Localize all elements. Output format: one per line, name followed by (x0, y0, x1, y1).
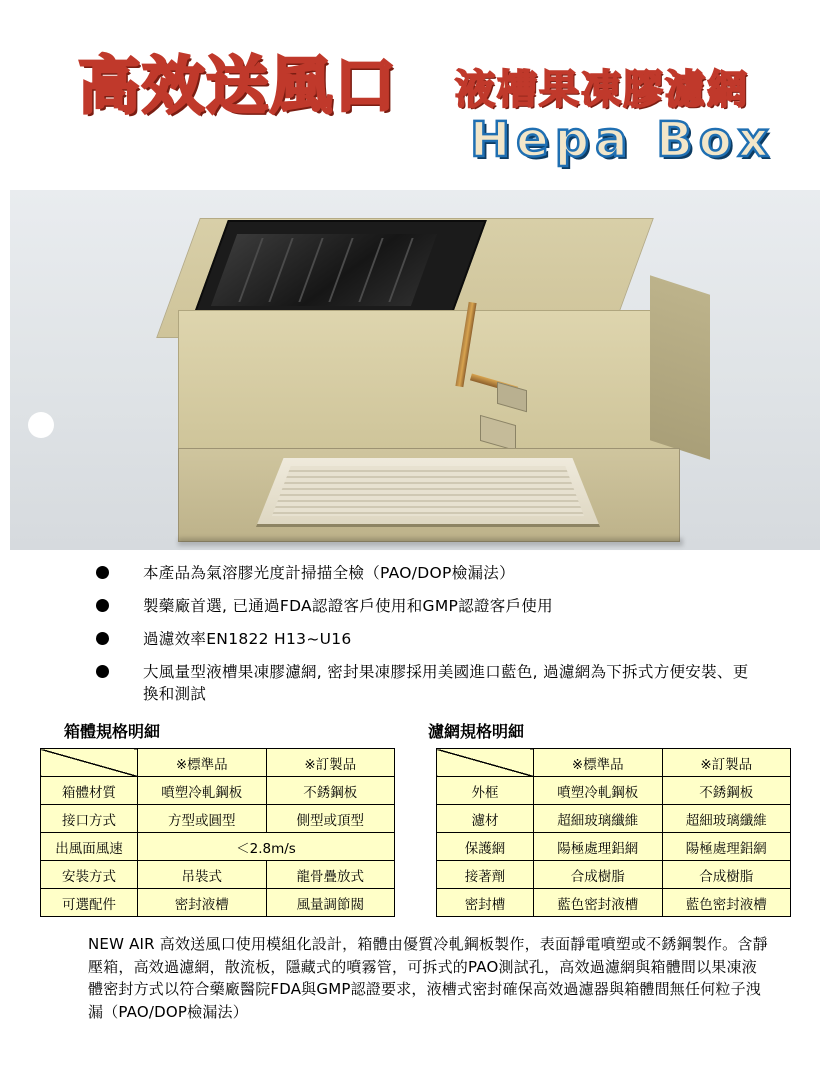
list-item (96, 628, 796, 650)
product-photo (10, 190, 820, 550)
table-row (41, 861, 395, 889)
cell-standard: 合成樹脂 (534, 861, 663, 889)
footer-description: NEW AIR 高效送風口使用模組化設計，箱體由優質冷軋鋼板製作，表面靜電噴塑或不銹鋼製作。含靜壓箱，高效過濾網，散流板，隱藏式的噴霧管，可拆式的PAO測試孔，高效過濾網與箱體間以果凍液體密封方式以符合藥廠醫院FDA與GMP認證要求，液槽式密封確保高效過濾器與箱體間無任何粒子洩漏（PAO/DOP檢漏法） (88, 935, 768, 1021)
cell-standard: 超細玻璃纖維 (534, 805, 663, 833)
poster-header (0, 0, 830, 190)
cell-standard: 吊裝式 (138, 861, 267, 889)
filter-spec-table (436, 748, 791, 917)
photo-shadow (178, 538, 683, 546)
table-row (41, 777, 395, 805)
column-header-custom: ※訂製品 (662, 749, 791, 777)
feature-bullet-list (96, 562, 796, 705)
cell-custom: 不銹鋼板 (266, 777, 395, 805)
product-name-hepa-box: Hepa Box (470, 112, 775, 168)
table-caption-filter: 濾網規格明細 (428, 722, 525, 741)
table-row (437, 777, 791, 805)
cell-custom: 龍骨疊放式 (266, 861, 395, 889)
filter-spec-block (418, 719, 798, 917)
diffuser-grille (272, 466, 584, 516)
cell-custom: 合成樹脂 (662, 861, 791, 889)
bullet-text: 大風量型液槽果凍膠濾網, 密封果凍膠採用美國進口藍色, 過濾網為下拆式方便安裝、更換和測試 (143, 663, 749, 703)
table-header-row (41, 749, 395, 777)
column-header-standard: ※標準品 (534, 749, 663, 777)
list-item (96, 595, 796, 617)
column-header-standard: ※標準品 (138, 749, 267, 777)
table-caption-cabinet: 箱體規格明細 (64, 722, 161, 741)
bullet-dot-icon (96, 632, 109, 645)
cell-standard: 藍色密封液槽 (534, 889, 663, 917)
cell-standard: 噴塑冷軋鋼板 (534, 777, 663, 805)
bullet-text: 過濾效率EN1822 H13~U16 (143, 630, 352, 648)
page-title: 高效送風口 (78, 49, 399, 122)
photo-highlight-dot (28, 412, 54, 438)
list-item (96, 661, 796, 705)
bullet-dot-icon (96, 599, 109, 612)
cell-custom: 風量調節閥 (266, 889, 395, 917)
cell-merged: ＜2.8m/s (138, 833, 395, 861)
cell-standard: 陽極處理鋁網 (534, 833, 663, 861)
cell-custom: 側型或頂型 (266, 805, 395, 833)
row-label: 接口方式 (41, 805, 138, 833)
column-header-custom: ※訂製品 (266, 749, 395, 777)
cell-custom: 不銹鋼板 (662, 777, 791, 805)
table-row (437, 833, 791, 861)
row-label: 可選配件 (41, 889, 138, 917)
cell-standard: 噴塑冷軋鋼板 (138, 777, 267, 805)
table-row (41, 833, 395, 861)
specification-tables (0, 719, 830, 917)
table-row (437, 889, 791, 917)
row-label: 箱體材質 (41, 777, 138, 805)
row-label: 濾材 (437, 805, 534, 833)
row-label: 接著劑 (437, 861, 534, 889)
row-label: 出風面風速 (41, 833, 138, 861)
unit-body (178, 310, 680, 462)
cell-standard: 方型或圓型 (138, 805, 267, 833)
page-subtitle: 液槽果凍膠濾網 (455, 67, 749, 113)
corner-cell (437, 749, 534, 777)
row-label: 保護網 (437, 833, 534, 861)
row-label: 安裝方式 (41, 861, 138, 889)
cabinet-spec-table (40, 748, 395, 917)
bullet-text: 製藥廠首選, 已通過FDA認證客戶使用和GMP認證客戶使用 (143, 597, 553, 615)
cabinet-spec-block (22, 719, 402, 917)
cell-custom: 超細玻璃纖維 (662, 805, 791, 833)
bullet-dot-icon (96, 665, 109, 678)
unit-side-panel (650, 275, 710, 459)
bullet-dot-icon (96, 566, 109, 579)
table-row (41, 805, 395, 833)
cell-custom: 陽極處理鋁網 (662, 833, 791, 861)
table-header-row (437, 749, 791, 777)
cell-custom: 藍色密封液槽 (662, 889, 791, 917)
table-row (41, 889, 395, 917)
corner-cell (41, 749, 138, 777)
table-row (437, 805, 791, 833)
table-row (437, 861, 791, 889)
coil-core (211, 234, 437, 306)
row-label: 密封槽 (437, 889, 534, 917)
row-label: 外框 (437, 777, 534, 805)
list-item (96, 562, 796, 584)
cell-standard: 密封液槽 (138, 889, 267, 917)
bullet-text: 本產品為氣溶膠光度計掃描全檢（PAO/DOP檢漏法） (143, 564, 515, 582)
